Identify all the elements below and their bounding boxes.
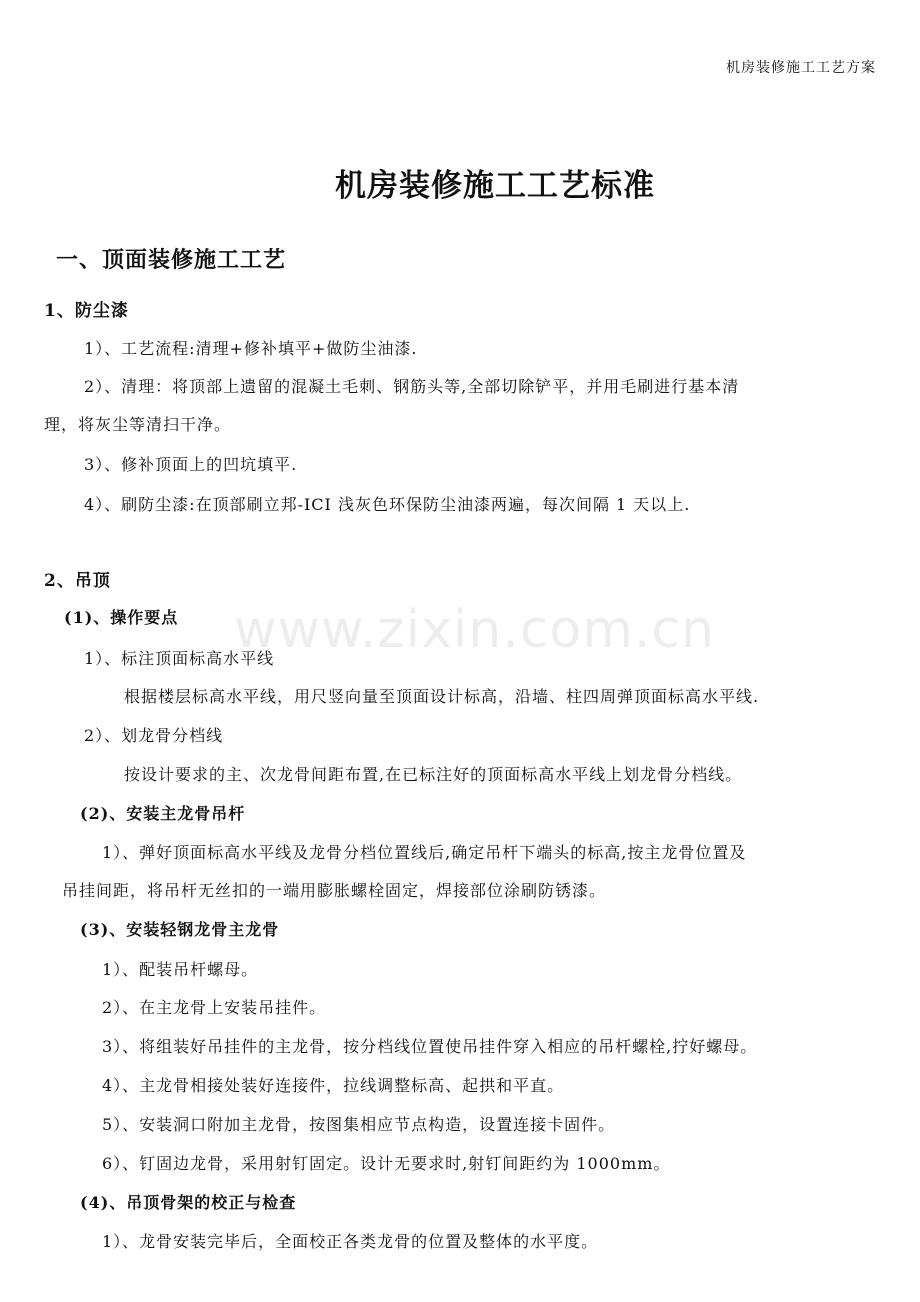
paragraph-line: 根据楼层标高水平线，用尺竖向量至顶面设计标高，沿墙、柱四周弹顶面标高水平线. [124,687,760,706]
part-heading: (1)、操作要点 [64,608,179,627]
part-heading: (4)、吊顶骨架的校正与检查 [80,1193,297,1212]
paragraph-line: 2）、清理：将顶部上遗留的混凝土毛刺、钢筋头等,全部切除铲平，并用毛刷进行基本清 [84,377,740,396]
paragraph-line: 1）、配装吊杆螺母。 [102,960,259,979]
paragraph-line: 4）、主龙骨相接处装好连接件，拉线调整标高、起拱和平直。 [102,1076,565,1095]
paragraph-line: 1）、标注顶面标高水平线 [84,649,275,668]
paragraph-line: 3）、修补顶面上的凹坑填平. [84,455,298,474]
paragraph-line: 按设计要求的主、次龙骨间距布置,在已标注好的顶面标高水平线上划龙骨分档线。 [124,765,743,784]
running-header: 机房装修施工工艺方案 [726,60,876,76]
paragraph-line: 5）、安装洞口附加主龙骨，按图集相应节点构造，设置连接卡固件。 [102,1115,616,1134]
paragraph-line: 1）、工艺流程:清理+修补填平+做防尘油漆. [84,339,418,358]
page-title: 机房装修施工工艺标准 [335,168,655,204]
part-heading: (2)、安装主龙骨吊杆 [80,804,246,823]
paragraph-line: 4）、刷防尘漆:在顶部刷立邦-ICI 浅灰色环保防尘油漆两遍，每次间隔 1 天以上. [84,495,691,514]
paragraph-line: 3）、将组装好吊挂件的主龙骨，按分档线位置使吊挂件穿入相应的吊杆螺栓,拧好螺母。 [102,1037,758,1056]
subsection-heading: 1、防尘漆 [44,301,129,321]
watermark: www.zixin.com.cn [234,600,715,660]
paragraph-line: 2）、在主龙骨上安装吊挂件。 [102,998,327,1017]
paragraph-line: 2）、划龙骨分档线 [84,726,224,745]
part-heading: (3)、安装轻钢龙骨主龙骨 [80,920,280,939]
subsection-heading: 2、吊顶 [44,571,111,591]
paragraph-line: 吊挂间距，将吊杆无丝扣的一端用膨胀螺栓固定，焊接部位涂刷防锈漆。 [62,881,607,900]
paragraph-line: 1）、龙骨安装完毕后，全面校正各类龙骨的位置及整体的水平度。 [102,1232,599,1251]
paragraph-line: 1）、弹好顶面标高水平线及龙骨分档位置线后,确定吊杆下端头的标高,按主龙骨位置及 [102,843,747,862]
paragraph-line: 理，将灰尘等清扫干净。 [44,415,232,434]
paragraph-line: 6）、钉固边龙骨，采用射钉固定。设计无要求时,射钉间距约为 1000mm。 [102,1154,671,1173]
section-heading: 一、顶面装修施工工艺 [56,247,287,273]
